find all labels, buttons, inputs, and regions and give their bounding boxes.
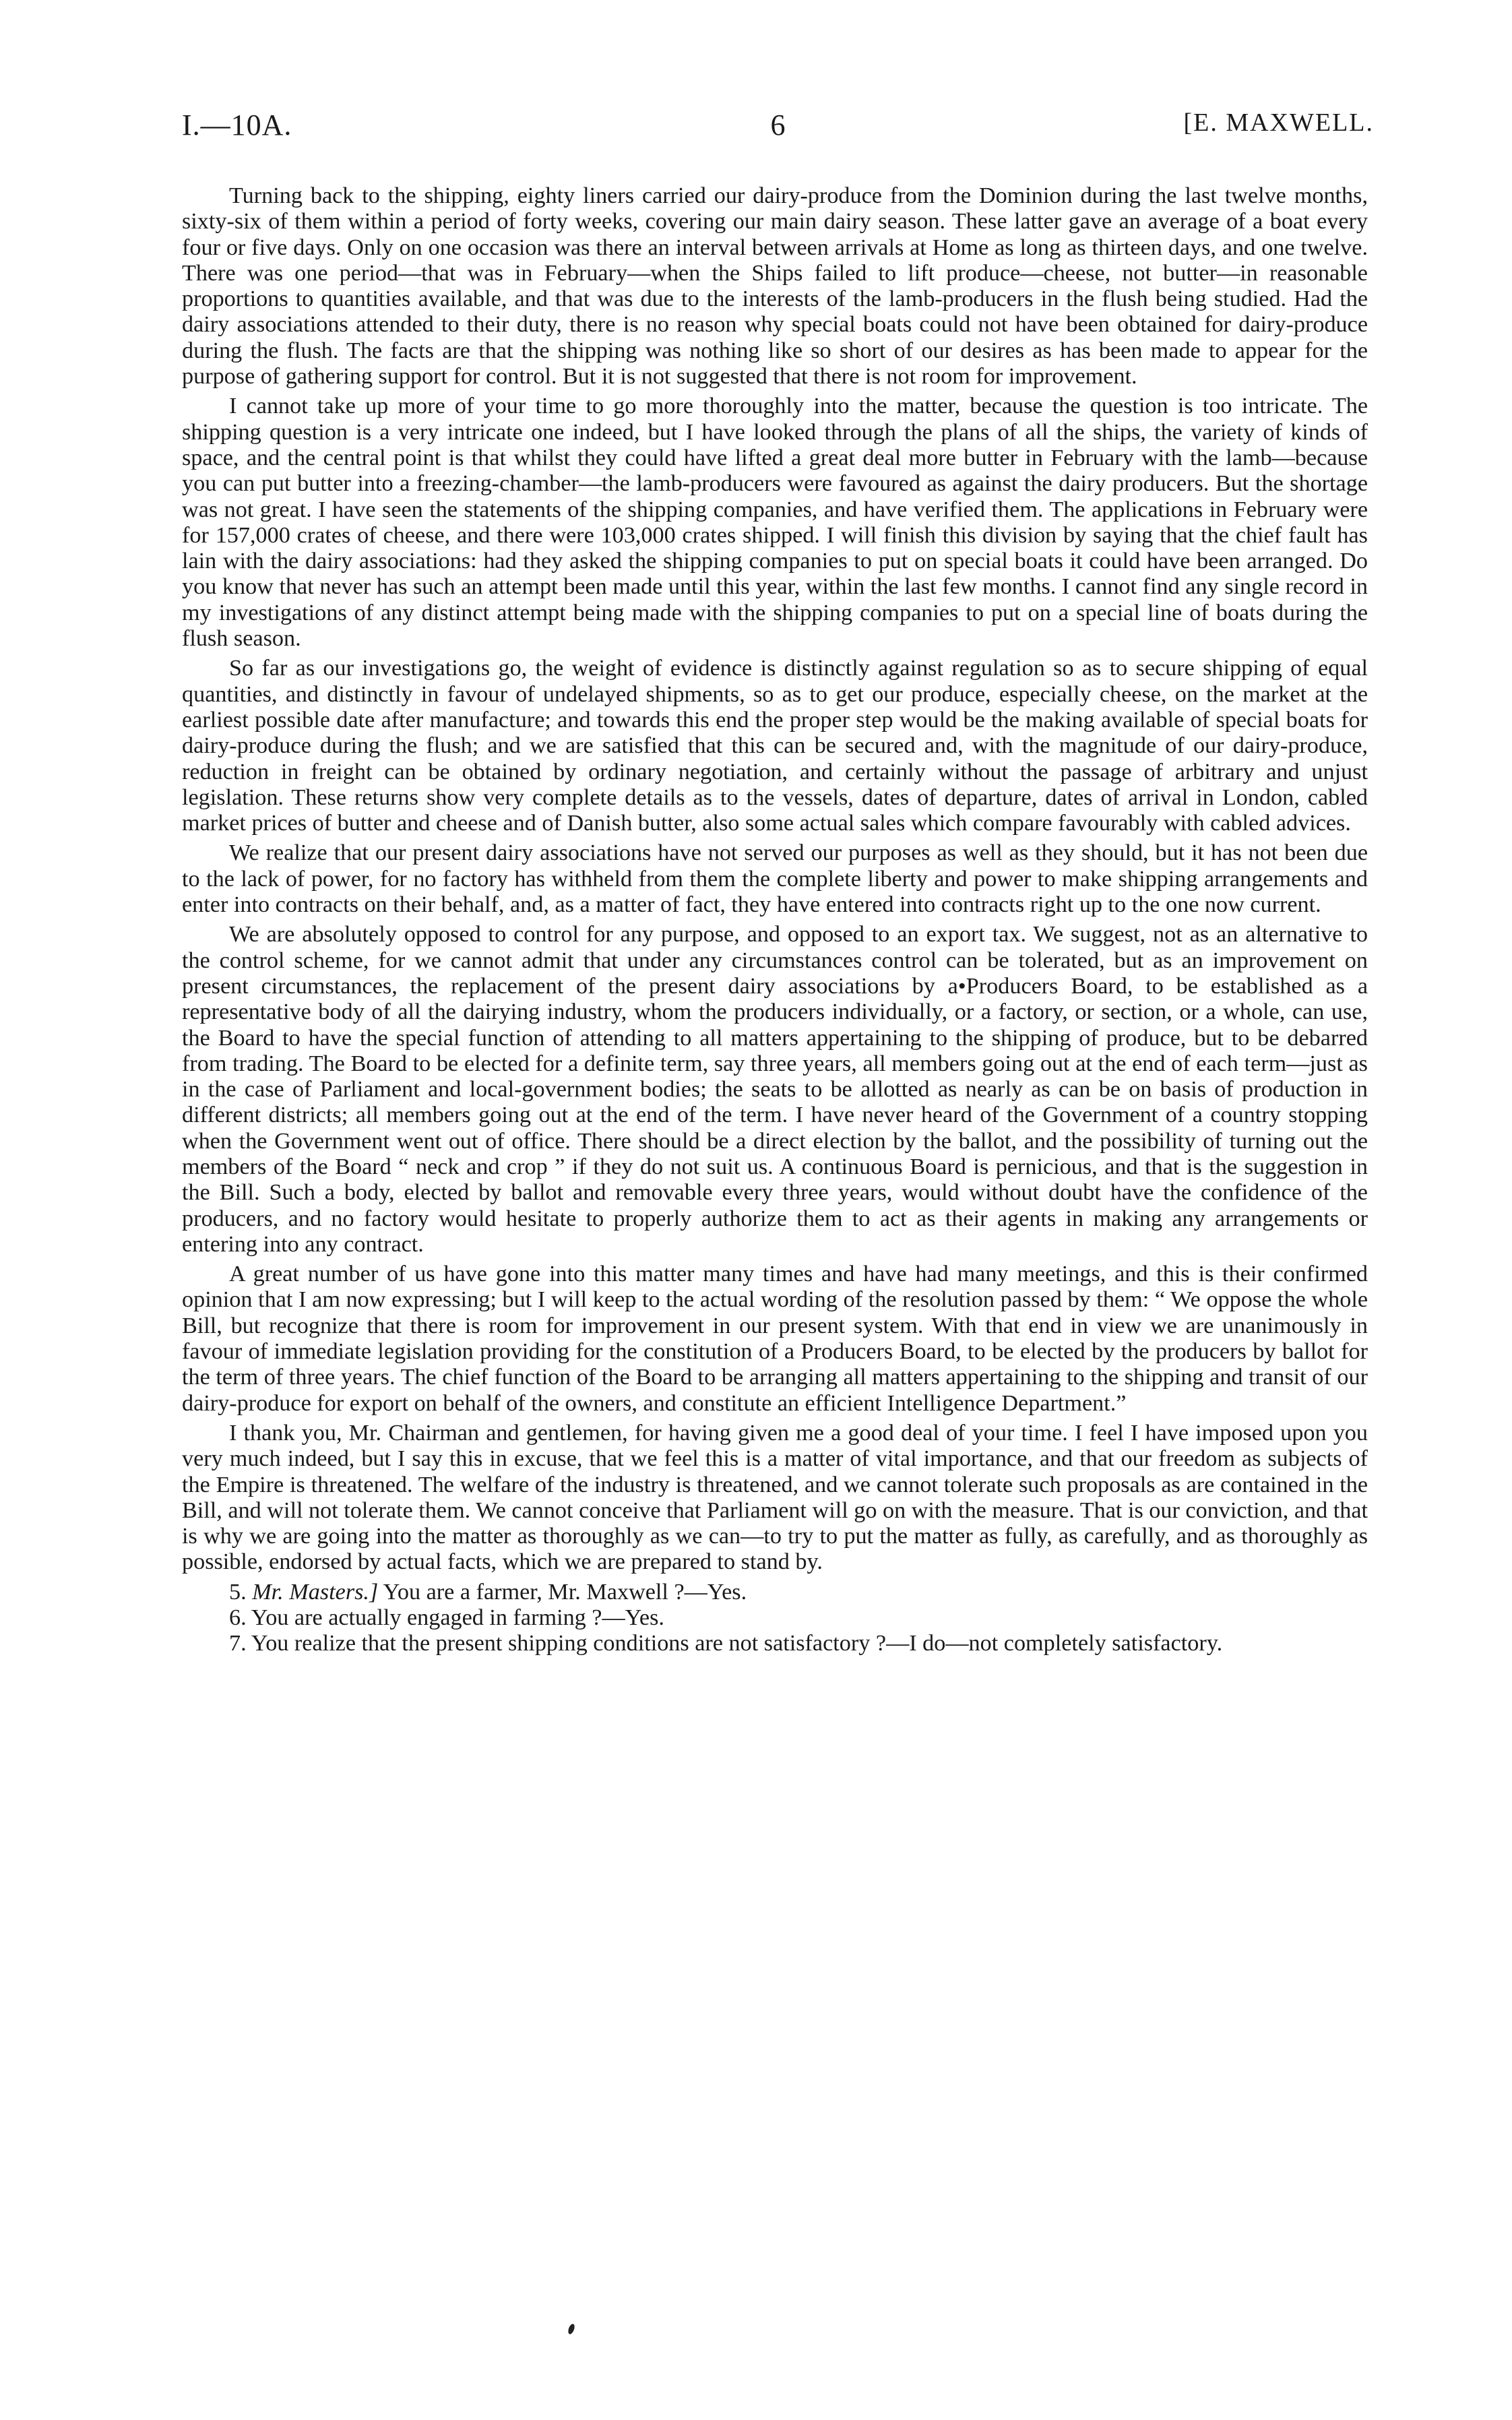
paragraph: A great number of us have gone into this matter many times and have had many meetings, and this is their confirmed opinion that I am now expressing; but I will keep to the actual wording of the resolution passed by them: “ We oppose the whole Bill, but recognize that there is room for improvement in our present system. With that end in view we are unanimously in favour of immediate legislation providing for the constitution of a Producers Board, to be elected by the producers by ballot for the term of three years. The chief function of the Board to be arranging all matters appertaining to the shipping and transit of our dairy-produce for export on behalf of the owners, and constitute an efficient Intelligence Department.” (182, 1262, 1368, 1416)
document-body (182, 183, 1368, 1657)
question-7 (182, 1631, 1368, 1656)
question-text: You are actually engaged in farming ?—Yes. (251, 1605, 664, 1631)
question-6 (182, 1605, 1368, 1631)
ink-mark (567, 2323, 576, 2335)
question-number: 6. (229, 1605, 247, 1631)
paragraph: We realize that our present dairy associations have not served our purposes as well as they should, but it has not been due to the lack of power, for no factory has withheld from them the complete liberty and power to make shipping arrangements and enter into contracts on their behalf, and, as a matter of fact, they have entered into contracts right up to the one now current. (182, 840, 1368, 918)
page-header (182, 108, 1374, 148)
question-speaker: Mr. Masters.] (252, 1579, 379, 1605)
question-text: You realize that the present shipping conditions are not satisfactory ?—I do—not completely satisfactory. (251, 1631, 1223, 1656)
paragraph: Turning back to the shipping, eighty liners carried our dairy-produce from the Dominion during the last twelve months, sixty-six of them within a period of forty weeks, covering our main dairy season. These latter gave an average of a boat every four or five days. Only on one occasion was there an interval between arrivals at Home as long as thirteen days, and one twelve. There was one period—that was in February—when the Ships failed to lift produce—cheese, not butter—in reasonable proportions to quantities available, and that was due to the interests of the lamb-producers in the flush being studied. Had the dairy associations attended to their duty, there is no reason why special boats could not have been obtained for dairy-produce during the flush. The facts are that the shipping was nothing like so short of our desires as has been made to appear for the purpose of gathering support for control. But it is not suggested that there is not room for improvement. (182, 183, 1368, 390)
document-reference: I.—10A. (182, 108, 292, 142)
witness-name: [E. MAXWELL. (1183, 108, 1374, 137)
paragraph: We are absolutely opposed to control for any purpose, and opposed to an export tax. We suggest, not as an alternative to the control scheme, for we cannot admit that under any circumstances control can be tolerated, but as an improvement on present circumstances, the replacement of the present dairy associations by a•Producers Board, to be established as a representative body of all the dairying industry, whom the producers individually, or a factory, or section, or a whole, can use, the Board to have the special function of attending to all matters appertaining to the shipping of produce, but to be debarred from trading. The Board to be elected for a definite term, say three years, all members going out at the end of each term—just as in the case of Parliament and local-government bodies; the seats to be allotted as nearly as can be on basis of production in different districts; all members going out at the end of the term. I have never heard of the Government of a country stopping when the Government went out of office. There should be a direct election by the ballot, and the possibility of turning out the members of the Board “ neck and crop ” if they do not suit us. A continuous Board is pernicious, and that is the suggestion in the Bill. Such a body, elected by ballot and removable every three years, would without doubt have the confidence of the producers, and no factory would hesitate to properly authorize them to act as their agents in making any arrangements or entering into any contract. (182, 922, 1368, 1257)
paragraph: I cannot take up more of your time to go more thoroughly into the matter, because the question is too intricate. The shipping question is a very intricate one indeed, but I have looked through the plans of all the ships, the variety of kinds of space, and the central point is that whilst they could have lifted a great deal more butter in February with the lamb—because you can put butter into a freezing-chamber—the lamb-producers were favoured as against the dairy producers. But the shortage was not great. I have seen the statements of the shipping companies, and have verified them. The applications in February were for 157,000 crates of cheese, and there were 103,000 crates shipped. I will finish this division by saying that the chief fault has lain with the dairy associations: had they asked the shipping companies to put on special boats it could have been arranged. Do you know that never has such an attempt been made until this year, within the last few months. I cannot find any single record in my investigations of any distinct attempt being made with the shipping companies to put on a special line of boats during the flush season. (182, 394, 1368, 652)
question-number: 7. (229, 1631, 247, 1656)
paragraph: I thank you, Mr. Chairman and gentlemen, for having given me a good deal of your time. I feel I have imposed upon you very much indeed, but I say this in excuse, that we feel this is a matter of vital importance, and that our freedom as subjects of the Empire is threatened. The welfare of the industry is threatened, and we cannot tolerate such proposals as are contained in the Bill, and will not tolerate them. We cannot conceive that Parliament will go on with the measure. That is our conviction, and that is why we are going into the matter as thoroughly as we can—to try to put the matter as fully, as carefully, and as thoroughly as possible, endorsed by actual facts, which we are prepared to stand by. (182, 1420, 1368, 1575)
question-number: 5. (229, 1579, 247, 1605)
page-number: 6 (770, 108, 786, 142)
question-text: You are a farmer, Mr. Maxwell ?—Yes. (383, 1579, 747, 1605)
question-5 (182, 1580, 1368, 1605)
paragraph: So far as our investigations go, the weight of evidence is distinctly against regulation so as to secure shipping of equal quantities, and distinctly in favour of undelayed shipments, so as to get our produce, especially cheese, on the market at the earliest possible date after manufacture; and towards this end the proper step would be the making available of special boats for dairy-produce during the flush; and we are satisfied that this can be secured and, with the magnitude of our dairy-produce, reduction in freight can be obtained by ordinary negotiation, and certainly without the passage of arbitrary and unjust legislation. These returns show very complete details as to the vessels, dates of departure, dates of arrival in London, cabled market prices of butter and cheese and of Danish butter, also some actual sales which compare favourably with cabled advices. (182, 656, 1368, 836)
